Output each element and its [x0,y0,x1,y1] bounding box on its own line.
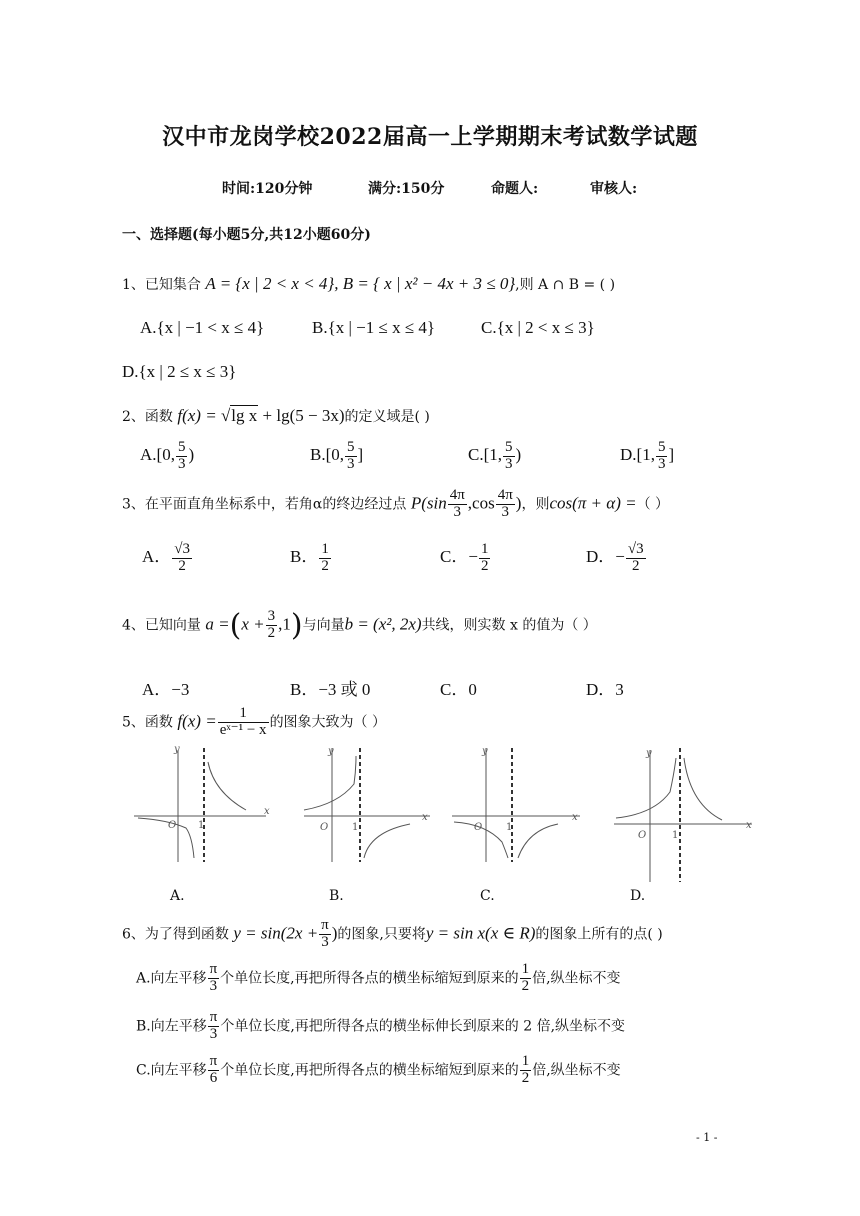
q2-option-c[interactable]: C.[1, $\frac{5}{3}$ ) [468,439,522,472]
q1-option-a[interactable]: A.{x | −1 < x ≤ 4} [140,318,265,337]
q2-func: f(x) = [177,406,221,425]
q6-option-b[interactable]: B.向左平移 $\frac{\pi}{3}$ 个单位长度,再把所得各点的横坐标伸长到原来的 2 倍,纵坐标不变 [136,1009,626,1042]
q2-lead: 2、函数 [122,409,173,425]
svg-text:x: x [746,820,752,831]
q5-label-b: B. [329,888,344,904]
svg-text:1: 1 [506,822,513,833]
svg-text:x: x [572,812,578,823]
page-title: 汉中市龙岗学校2022届高一上学期期末考试数学试题 [162,124,698,150]
q4-option-d[interactable]: D．3 [586,680,624,699]
question-6: 6、为了得到函数 y = sin(2x + $\frac{\pi}{3}$ )的图象,只要将y = sin x(x ∈ R)的图象上所有的点( ) [122,917,663,950]
question-2: 2、函数 f(x) = √lg x + lg(5 − 3x)的定义域是( ) [122,406,430,425]
q3-option-a[interactable]: A． $\frac{√3}{2}$ [142,541,191,574]
exam-author: 命题人: [491,181,539,197]
q4-option-c[interactable]: C．0 [440,680,477,699]
q2-rest: + lg(5 − 3x) [258,406,345,425]
q3-option-d[interactable]: D．− $\frac{√3}{2}$ [586,541,644,574]
svg-text:O: O [320,822,329,833]
q2-option-b[interactable]: B.[0, $\frac{5}{3}$ ] [310,439,364,472]
q1-option-b[interactable]: B.{x | −1 ≤ x ≤ 4} [312,318,436,337]
svg-text:1: 1 [198,820,205,831]
svg-text:1: 1 [672,830,679,841]
q6-option-c[interactable]: C.向左平移 $\frac{\pi}{6}$ 个单位长度,再把所得各点的横坐标缩短到原来的 $\frac{1}{2}$ 倍,纵坐标不变 [136,1053,621,1086]
q2-option-a[interactable]: A.[0, $\frac{5}{3}$ ) [140,439,195,472]
q2-tail: 的定义域是( ) [344,409,430,425]
q4-option-b[interactable]: B．−3 或 0 [290,680,371,699]
svg-text:y: y [174,744,180,755]
svg-text:O: O [638,830,647,841]
q5-graph-a[interactable] [134,744,274,864]
exam-time: 时间:120分钟 [222,181,313,197]
svg-text:O: O [474,822,483,833]
question-4: 4、已知向量 a =(x + $\frac{3}{2}$ ,1)与向量b = (x², 2x)共线，则实数 x 的值为（ ） [122,608,597,643]
q1-set-a: A = {x | 2 < x < 4} [205,274,335,293]
q5-label-d: D. [630,888,646,904]
q3-option-b[interactable]: B． $\frac{1}{2}$ [290,541,329,574]
svg-text:O: O [168,820,177,831]
q1-lead: 1、已知集合 [122,277,201,293]
q2-option-d[interactable]: D.[1, $\frac{5}{3}$ ] [620,439,675,472]
svg-text:x: x [422,812,428,823]
q5-graph-d[interactable] [610,744,756,884]
q5-label-c: C. [480,888,495,904]
q5-graph-c[interactable] [446,744,586,864]
question-3: 3、在平面直角坐标系中，若角α的终边经过点 P(sin $\frac{4\pi}{3}$ ,cos $\frac{4\pi}{3}$ )，则cos(π + α) =（ ） [122,487,670,520]
q1-option-c[interactable]: C.{x | 2 < x ≤ 3} [481,318,595,337]
q1-set-b: , B = { x | x² − 4x + 3 ≤ 0} [334,274,516,293]
svg-text:y: y [482,746,488,757]
q5-graph-b[interactable] [298,744,438,864]
svg-text:1: 1 [352,822,359,833]
exam-score: 满分:150分 [368,181,445,197]
svg-text:y: y [646,748,652,759]
q2-sqrt: lg x [231,406,258,425]
q5-label-a: A. [170,888,185,904]
q3-option-c[interactable]: C．− $\frac{1}{2}$ [440,541,489,574]
question-1 [122,274,615,294]
svg-text:x: x [264,806,270,817]
exam-reviewer: 审核人: [590,181,638,197]
section-heading: 一、选择题(每小题5分,共12小题60分) [122,227,371,243]
q4-option-a[interactable]: A．−3 [142,680,190,699]
q1-tail: ,则 A ∩ B = ( ) [515,277,616,293]
question-5: 5、函数 f(x) = $\frac{1}{\text{eˣ⁻¹ − x}}$ 的图象大致为（ ） [122,705,387,738]
q1-option-d[interactable]: D.{x | 2 ≤ x ≤ 3} [122,362,237,381]
svg-text:y: y [328,746,334,757]
q6-option-a[interactable]: A.向左平移 $\frac{\pi}{3}$ 个单位长度,再把所得各点的横坐标缩短到原来的 $\frac{1}{2}$ 倍,纵坐标不变 [136,961,621,994]
page-number: - 1 - [696,1131,718,1144]
